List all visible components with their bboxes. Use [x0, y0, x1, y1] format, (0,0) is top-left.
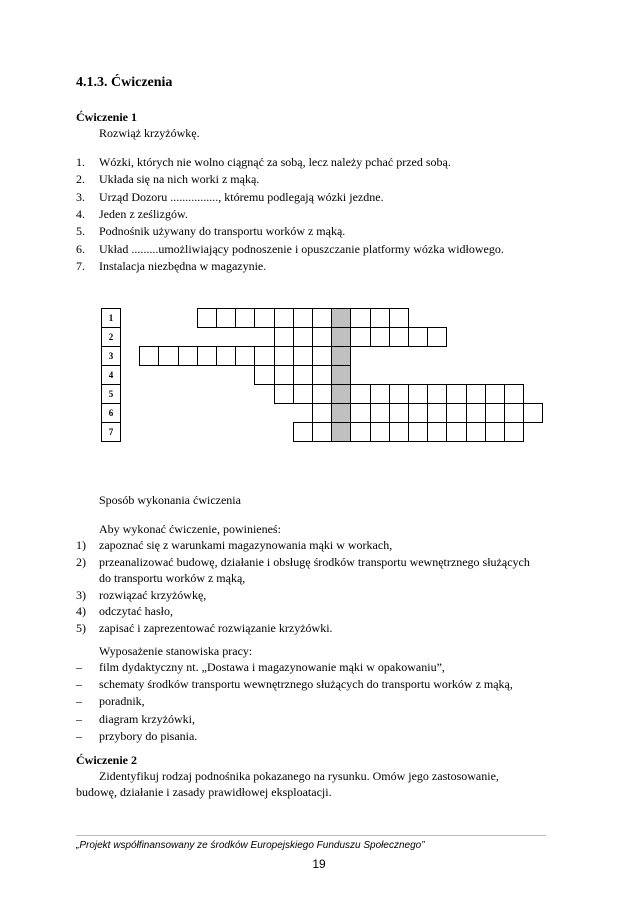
crossword-cell[interactable] — [274, 327, 294, 347]
bullet-dash: – — [76, 694, 82, 709]
crossword-cell[interactable] — [274, 346, 294, 366]
crossword-password-cell[interactable] — [331, 422, 351, 442]
crossword-cell[interactable] — [312, 346, 332, 366]
crossword-cell[interactable] — [216, 346, 236, 366]
crossword-cell[interactable] — [312, 308, 332, 328]
method-title: Sposób wykonania ćwiczenia — [99, 493, 241, 507]
crossword-cell[interactable] — [235, 308, 255, 328]
crossword-cell[interactable] — [158, 346, 178, 366]
crossword-cell[interactable] — [370, 384, 390, 404]
equipment-item: przybory do pisania. — [99, 728, 198, 743]
clue-number: 1. — [76, 155, 85, 169]
clue-text: Podnośnik używany do transportu worków z mąką. — [99, 224, 346, 239]
clue-text: Wózki, których nie wolno ciągnąć za sobą, lecz należy pchać przed sobą. — [99, 155, 451, 169]
equipment-item: schematy środków transportu wewnętrznego służących do transportu worków z mąką, — [99, 677, 513, 692]
crossword-cell[interactable] — [427, 422, 447, 442]
crossword-cell[interactable] — [408, 403, 428, 423]
crossword-cell[interactable] — [350, 308, 370, 328]
clue-number: 2. — [76, 172, 85, 187]
footer-text: „Projekt współfinansowany ze środków Europejskiego Funduszu Społecznego” — [76, 840, 425, 851]
clue-number: 6. — [76, 241, 85, 256]
crossword-cell[interactable] — [274, 365, 294, 385]
clue-text: Jeden z ześlizgów. — [99, 206, 188, 221]
crossword-cell[interactable] — [293, 365, 313, 385]
crossword-row-number: 1 — [101, 308, 121, 328]
crossword-cell[interactable] — [485, 384, 505, 404]
crossword-cell[interactable] — [446, 422, 466, 442]
crossword-cell[interactable] — [370, 422, 390, 442]
step-number: 4) — [76, 604, 86, 618]
equipment-item: poradnik, — [99, 694, 145, 709]
crossword-cell[interactable] — [485, 403, 505, 423]
crossword-cell[interactable] — [389, 422, 409, 442]
crossword-cell[interactable] — [504, 384, 524, 404]
crossword-cell[interactable] — [427, 403, 447, 423]
clue-number: 3. — [76, 189, 85, 204]
crossword-cell[interactable] — [293, 308, 313, 328]
crossword-cell[interactable] — [235, 346, 255, 366]
crossword-cell[interactable] — [350, 422, 370, 442]
crossword-password-cell[interactable] — [331, 365, 351, 385]
clue-text: Układa się na nich worki z mąką. — [99, 172, 260, 187]
crossword-row-number: 7 — [101, 422, 121, 442]
crossword-cell[interactable] — [466, 384, 486, 404]
crossword-cell[interactable] — [389, 308, 409, 328]
exercise-2-title: Ćwiczenie 2 — [76, 753, 137, 767]
crossword-cell[interactable] — [178, 346, 198, 366]
crossword-cell[interactable] — [312, 365, 332, 385]
crossword-cell[interactable] — [274, 384, 294, 404]
step-text: przeanalizować budowę, działanie i obsługę środków transportu wewnętrznego służących — [99, 554, 530, 569]
clue-text: Instalacja niezbędna w magazynie. — [99, 258, 267, 273]
crossword-cell[interactable] — [254, 346, 274, 366]
crossword-cell[interactable] — [427, 327, 447, 347]
crossword-cell[interactable] — [466, 403, 486, 423]
crossword-cell[interactable] — [139, 346, 159, 366]
crossword-cell[interactable] — [312, 422, 332, 442]
step-text: zapisać i zaprezentować rozwiązanie krzyżówki. — [99, 620, 333, 635]
crossword-cell[interactable] — [446, 384, 466, 404]
crossword-cell[interactable] — [293, 346, 313, 366]
crossword-row-number: 5 — [101, 384, 121, 404]
clue-number: 4. — [76, 206, 85, 221]
crossword-row-number: 3 — [101, 346, 121, 366]
crossword-cell[interactable] — [350, 384, 370, 404]
page-number: 19 — [312, 857, 326, 871]
crossword-cell[interactable] — [350, 327, 370, 347]
crossword-cell[interactable] — [389, 403, 409, 423]
step-text: rozwiązać krzyżówkę, — [99, 587, 207, 602]
crossword-password-cell[interactable] — [331, 327, 351, 347]
crossword-cell[interactable] — [370, 308, 390, 328]
method-intro: Aby wykonać ćwiczenie, powinieneś: — [99, 522, 281, 536]
crossword-cell[interactable] — [427, 384, 447, 404]
clue-text: Urząd Dozoru ................, któremu podlegają wózki jezdne. — [99, 189, 384, 204]
crossword-cell[interactable] — [370, 403, 390, 423]
step-text: odczytać hasło, — [99, 604, 173, 618]
crossword-cell[interactable] — [504, 403, 524, 423]
crossword-cell[interactable] — [389, 327, 409, 347]
crossword-row-number: 2 — [101, 327, 121, 347]
crossword-cell[interactable] — [312, 403, 332, 423]
crossword-cell[interactable] — [293, 422, 313, 442]
crossword-cell[interactable] — [485, 422, 505, 442]
bullet-dash: – — [76, 728, 82, 743]
crossword-cell[interactable] — [446, 403, 466, 423]
crossword-cell[interactable] — [274, 308, 294, 328]
bullet-dash: – — [76, 677, 82, 692]
exercise-1-instruction: Rozwiąż krzyżówkę. — [99, 126, 200, 140]
crossword-cell[interactable] — [350, 403, 370, 423]
equipment-item: film dydaktyczny nt. „Dostawa i magazynowanie mąki w opakowaniu”, — [99, 660, 445, 674]
equipment-title: Wyposażenie stanowiska pracy: — [99, 644, 253, 658]
step-text: zapoznać się z warunkami magazynowania mąki w workach, — [99, 538, 393, 552]
clue-text: Układ .........umożliwiający podnoszenie i opuszczanie platformy wózka widłowego. — [99, 241, 504, 256]
clue-number: 5. — [76, 224, 85, 239]
section-title: 4.1.3. Ćwiczenia — [76, 75, 173, 90]
crossword-cell[interactable] — [466, 422, 486, 442]
exercise-2-line-2: budowę, działanie i zasady prawidłowej eksploatacji. — [76, 785, 332, 799]
equipment-item: diagram krzyżówki, — [99, 711, 195, 726]
crossword-cell[interactable] — [197, 346, 217, 366]
crossword-cell[interactable] — [293, 327, 313, 347]
crossword-row-number: 6 — [101, 403, 121, 423]
crossword-cell[interactable] — [312, 327, 332, 347]
crossword-cell[interactable] — [408, 327, 428, 347]
crossword-cell[interactable] — [504, 422, 524, 442]
bullet-dash: – — [76, 660, 82, 674]
bullet-dash: – — [76, 711, 82, 726]
crossword-cell[interactable] — [408, 384, 428, 404]
crossword-cell[interactable] — [197, 308, 217, 328]
crossword-cell[interactable] — [408, 422, 428, 442]
crossword-password-cell[interactable] — [331, 384, 351, 404]
crossword-password-cell[interactable] — [331, 346, 351, 366]
step-number: 3) — [76, 587, 86, 602]
crossword-password-cell[interactable] — [331, 308, 351, 328]
crossword-cell[interactable] — [254, 365, 274, 385]
crossword-password-cell[interactable] — [331, 403, 351, 423]
crossword-row-number: 4 — [101, 365, 121, 385]
crossword-cell[interactable] — [254, 308, 274, 328]
step-number: 1) — [76, 538, 86, 552]
crossword-cell[interactable] — [293, 384, 313, 404]
step-number: 2) — [76, 554, 86, 569]
crossword-cell[interactable] — [312, 384, 332, 404]
step-number: 5) — [76, 620, 86, 635]
crossword-cell[interactable] — [216, 308, 236, 328]
exercise-2-line-1: Zidentyfikuj rodzaj podnośnika pokazanego na rysunku. Omów jego zastosowanie, — [99, 769, 499, 783]
crossword-cell[interactable] — [523, 403, 543, 423]
exercise-1-title: Ćwiczenie 1 — [76, 110, 137, 124]
footer-divider — [76, 835, 546, 836]
step-text: do transportu worków z mąką, — [99, 571, 246, 585]
crossword-cell[interactable] — [389, 384, 409, 404]
crossword-cell[interactable] — [370, 327, 390, 347]
clue-number: 7. — [76, 258, 85, 273]
